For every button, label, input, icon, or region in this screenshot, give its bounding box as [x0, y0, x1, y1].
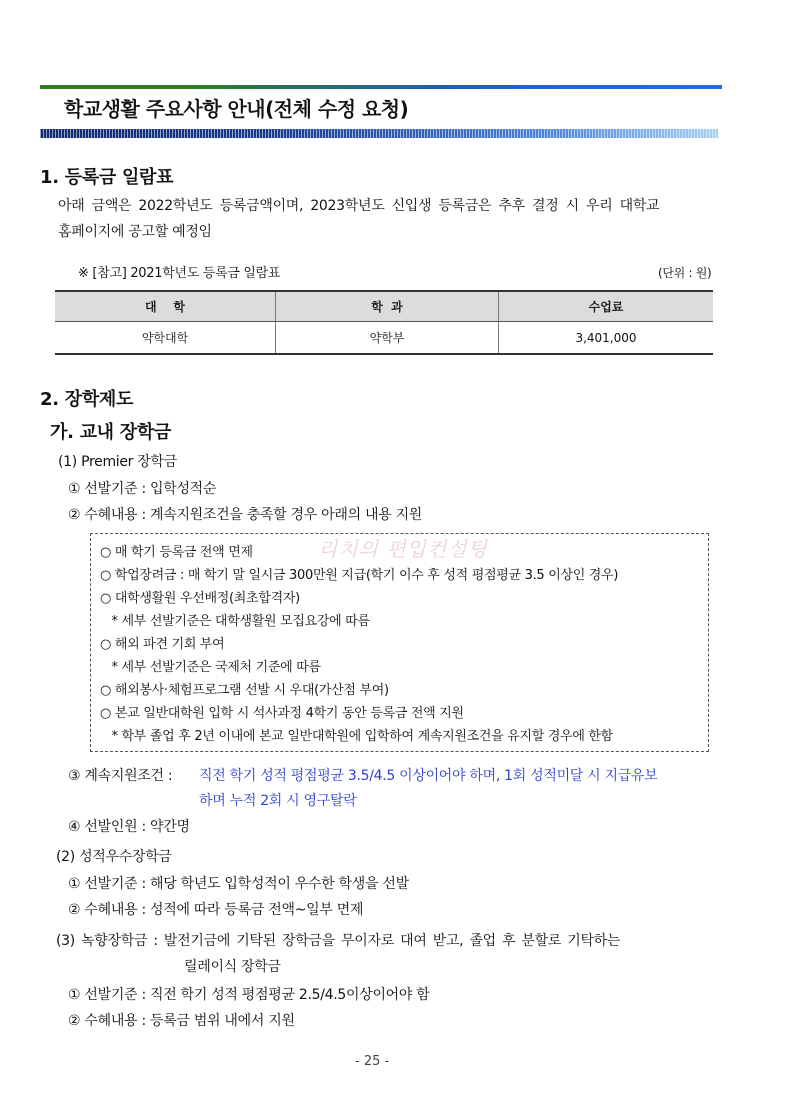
section-1-para-line-2: 홈페이지에 공고할 예정임 [58, 224, 212, 240]
benefit-note: * 세부 선발기준은 대학생활원 모집요강에 따름 [100, 614, 370, 629]
continuation-condition-line-1: 직전 학기 성적 평점평균 3.5/4.5 이상이어야 하며, 1회 성적미달 시 지급유보 [199, 768, 658, 784]
benefit-note: * 학부 졸업 후 2년 이내에 본교 일반대학원에 입학하여 계속지원조건을 유지할 경우에 한함 [100, 729, 613, 744]
premier-criteria: ① 선발기준 : 입학성적순 [68, 481, 217, 497]
benefit-item: ○ 대학생활원 우선배정(최초합격자) [100, 591, 300, 606]
benefit-item: ○ 매 학기 등록금 전액 면제 [100, 545, 253, 560]
section-1-heading: 1. 등록금 일람표 [40, 167, 174, 188]
column-header: 대 학 [55, 291, 276, 322]
unit-label: (단위 : 원) [658, 266, 712, 280]
benefit-item: ○ 본교 일반대학원 입학 시 석사과정 4학기 동안 등록금 전액 지원 [100, 706, 464, 721]
header-top-rule [40, 85, 722, 89]
watermark: 리치의 편입컨설팅 [318, 537, 488, 561]
table-cell: 약학부 [276, 322, 499, 355]
tuition-table [55, 290, 713, 355]
nokhyang-criteria: ① 선발기준 : 직전 학기 성적 평점평균 2.5/4.5이상이어야 함 [68, 987, 430, 1003]
nokhyang-title-line-2: 릴레이식 장학금 [184, 959, 281, 975]
merit-scholarship-title: (2) 성적우수장학금 [56, 849, 172, 865]
subsection-heading: 가. 교내 장학금 [50, 422, 171, 443]
page-number: - 25 - [355, 1054, 390, 1069]
table-header-row [55, 291, 713, 322]
nokhyang-title-line-1: (3) 녹향장학금 : 발전기금에 기탁된 장학금을 무이자로 대여 받고, 졸업 후 분할로 기탁하는 [56, 933, 621, 949]
continuation-condition-line-2: 하며 누적 2회 시 영구탈락 [199, 793, 357, 809]
merit-criteria: ① 선발기준 : 해당 학년도 입학성적이 우수한 학생을 선발 [68, 876, 409, 892]
section-1-para-line-1: 아래 금액은 2022학년도 등록금액이며, 2023학년도 신입생 등록금은 추후 결정 시 우리 대학교 [58, 198, 660, 214]
table-row [55, 322, 713, 355]
column-header: 학 과 [276, 291, 499, 322]
column-header: 수업료 [499, 291, 714, 322]
page-title: 학교생활 주요사항 안내(전체 수정 요청) [64, 97, 409, 121]
benefit-item: ○ 해외 파견 기회 부여 [100, 637, 225, 652]
continuation-label: ③ 계속지원조건 : [68, 768, 173, 784]
premier-benefits: ② 수혜내용 : 계속지원조건을 충족할 경우 아래의 내용 지원 [68, 507, 423, 523]
benefit-item: ○ 학업장려금 : 매 학기 말 일시금 300만원 지급(학기 이수 후 성적 평점평균 3.5 이상인 경우) [100, 568, 619, 583]
nokhyang-benefits: ② 수혜내용 : 등록금 범위 내에서 지원 [68, 1013, 295, 1029]
header-bottom-rule [40, 129, 718, 138]
benefit-item: ○ 해외봉사·체험프로그램 선발 시 우대(가산점 부여) [100, 683, 389, 698]
premier-quota: ④ 선발인원 : 약간명 [68, 819, 190, 835]
table-cell: 3,401,000 [499, 322, 714, 355]
table-cell: 약학대학 [55, 322, 276, 355]
merit-benefits: ② 수혜내용 : 성적에 따라 등록금 전액~일부 면제 [68, 902, 364, 918]
benefit-note: * 세부 선발기준은 국제처 기준에 따름 [100, 660, 321, 675]
section-2-heading: 2. 장학제도 [40, 389, 134, 410]
reference-note: ※ [참고] 2021학년도 등록금 일람표 [78, 266, 281, 281]
premier-title: (1) Premier 장학금 [58, 454, 177, 470]
